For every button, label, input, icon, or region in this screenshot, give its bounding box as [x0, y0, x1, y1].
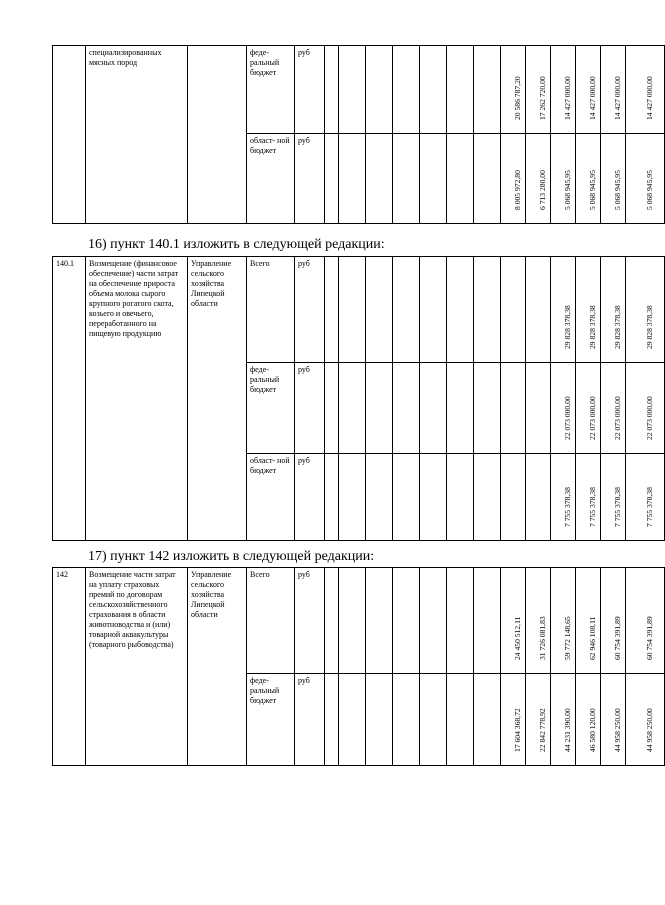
- value-cell: 31 726 081,83: [538, 616, 547, 660]
- unit: руб: [295, 454, 325, 541]
- value-cell: 8 005 972,80: [513, 170, 522, 210]
- value-cell: 7 755 378,38: [588, 487, 597, 527]
- unit: руб: [295, 568, 325, 674]
- value-cell: 7 755 378,38: [613, 487, 622, 527]
- value-cell: 14 427 000,00: [563, 76, 572, 120]
- value-cell: 5 068 945,95: [613, 170, 622, 210]
- value-cell: 5 068 945,95: [645, 170, 654, 210]
- value-cell: 22 842 778,92: [538, 708, 547, 752]
- value-cell: 44 231 390,00: [563, 708, 572, 752]
- item-number-cell: [53, 46, 86, 224]
- value-cell: 29 828 378,38: [563, 305, 572, 349]
- budget-table-140-1: [52, 256, 665, 541]
- value-cell: 14 427 000,00: [645, 76, 654, 120]
- value-cell: 59 772 148,65: [563, 616, 572, 660]
- funding-source: феде- ральный бюджет: [247, 46, 295, 134]
- unit: руб: [295, 46, 325, 134]
- value-cell: 17 604 368,72: [513, 708, 522, 752]
- value-cell: 5 068 945,95: [588, 170, 597, 210]
- funding-source: Всего: [247, 257, 295, 363]
- unit: руб: [295, 363, 325, 454]
- value-cell: 60 754 391,89: [645, 616, 654, 660]
- funding-source: феде- ральный бюджет: [247, 674, 295, 766]
- unit: руб: [295, 257, 325, 363]
- executor: Управление сельского хозяйства Липецкой области: [188, 568, 247, 766]
- value-cell: 29 828 378,38: [613, 305, 622, 349]
- section-heading-17: 17) пункт 142 изложить в следующей редакции:: [88, 549, 375, 564]
- value-cell: 62 946 108,11: [588, 616, 597, 660]
- item-description: Возмещение части затрат на уплату страховых премий по договорам сельскохозяйственного страхования в области животноводства и (или) товарной аквакультуры (товарного рыбоводства): [86, 568, 188, 766]
- value-cell: 60 754 391,89: [613, 616, 622, 660]
- value-cell: 7 755 378,38: [645, 487, 654, 527]
- section-heading-16: 16) пункт 140.1 изложить в следующей редакции:: [88, 237, 385, 252]
- funding-source: феде- ральный бюджет: [247, 363, 295, 454]
- unit: руб: [295, 134, 325, 224]
- value-cell: 22 073 000,00: [645, 396, 654, 440]
- funding-source: област- ной бюджет: [247, 134, 295, 224]
- value-cell: 22 073 000,00: [588, 396, 597, 440]
- value-cell: 29 828 378,38: [588, 305, 597, 349]
- item-description: специализированных мясных пород: [86, 46, 188, 224]
- unit: руб: [295, 674, 325, 766]
- value-cell: 5 068 945,95: [563, 170, 572, 210]
- value-cell: 6 713 280,00: [538, 170, 547, 210]
- funding-source: област- ной бюджет: [247, 454, 295, 541]
- value-cell: 46 580 120,00: [588, 708, 597, 752]
- value-cell: 14 427 000,00: [588, 76, 597, 120]
- executor: Управление сельского хозяйства Липецкой области: [188, 257, 247, 541]
- funding-source: Всего: [247, 568, 295, 674]
- value-cell: 17 262 720,00: [538, 76, 547, 120]
- value-cell: 22 073 000,00: [613, 396, 622, 440]
- item-description: Возмещение (финансовое обеспечение) части затрат на обеспечение прироста объема молока сырого крупного рогатого скота, козьего и овечьего, переработанного на пищевую продукцию: [86, 257, 188, 541]
- item-number: 142: [53, 568, 86, 766]
- value-cell: 7 755 378,38: [563, 487, 572, 527]
- value-cell: 14 427 000,00: [613, 76, 622, 120]
- item-number: 140.1: [53, 257, 86, 541]
- value-cell: 29 828 378,38: [645, 305, 654, 349]
- value-cell: 22 073 000,00: [563, 396, 572, 440]
- executor-cell: [188, 46, 247, 224]
- value-cell: 20 586 787,20: [513, 76, 522, 120]
- budget-table-142: [52, 567, 665, 766]
- value-cell: 44 958 250,00: [613, 708, 622, 752]
- value-cell: 44 958 250,00: [645, 708, 654, 752]
- budget-table-continuation: [52, 45, 665, 224]
- value-cell: 24 450 512,11: [513, 616, 522, 660]
